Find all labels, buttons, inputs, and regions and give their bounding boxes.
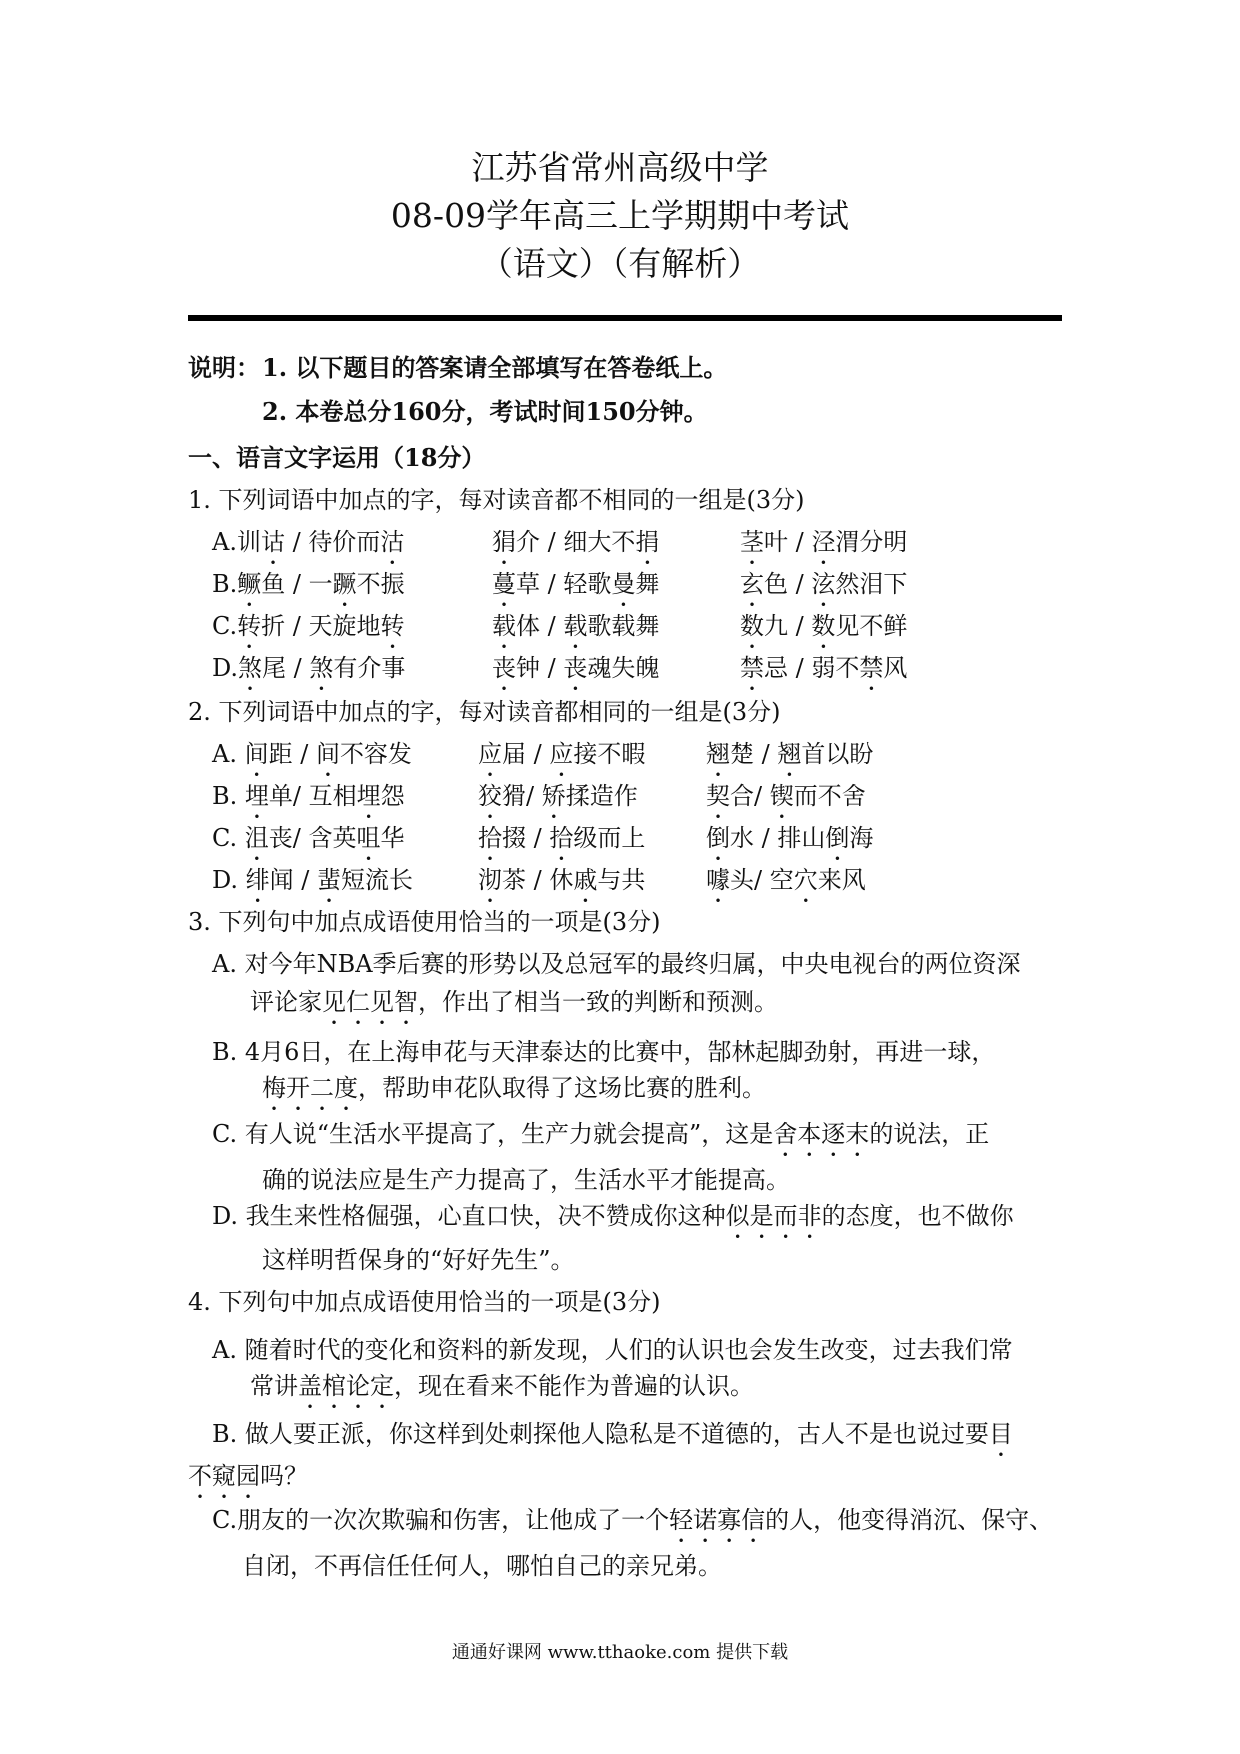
q1-option-d-pair-3: 禁忌 / 弱不禁风	[740, 654, 908, 682]
dotted-char: 拾	[478, 824, 502, 852]
exam-title: 08-09学年高三上学期期中考试	[390, 196, 850, 235]
dotted-char: 翘	[706, 740, 730, 768]
dotted-char: 契	[706, 782, 730, 810]
q4-idiom-a: 盖棺论定	[298, 1372, 394, 1400]
q1-option-a-pair-2: 狷介 / 细大不捐	[492, 528, 660, 556]
q1-option-a-pair-1: A.训诂 / 待价而沽	[212, 528, 405, 556]
q4-option-a-line2: 常讲盖棺论定，现在看来不能作为普遍的认识。	[250, 1372, 754, 1400]
q4-option-b-line1: B. 做人要正派，你这样到处刺探他人隐私是不道德的，古人不是也说过要目	[212, 1420, 1013, 1448]
dotted-char: 间	[244, 740, 269, 768]
dotted-char: 数	[740, 612, 764, 640]
dotted-char: 矫	[541, 782, 566, 810]
dotted-char: 绯	[245, 866, 270, 894]
dotted-char: 沽	[380, 528, 405, 556]
dotted-char: 转	[237, 612, 262, 640]
q4-idiom-b-start: 目	[988, 1420, 1013, 1448]
dotted-char: 煞	[238, 654, 263, 682]
q2-option-c-pair-1: C. 沮丧/ 含英咀华	[212, 824, 405, 852]
q1-option-d-pair-1: D.煞尾 / 煞有介事	[212, 654, 406, 682]
dotted-char: 禁	[740, 654, 764, 682]
q4-option-a-line1: A. 随着时代的变化和资料的新发现，人们的认识也会发生改变，过去我们常	[212, 1336, 1013, 1364]
q2-option-c-pair-2: 拾掇 / 拾级而上	[478, 824, 646, 852]
dotted-char: 沮	[244, 824, 269, 852]
q2-option-b-pair-3: 契合/ 锲而不舍	[706, 782, 866, 810]
dotted-char: 曼	[611, 570, 636, 598]
instructions-label: 说明：	[188, 353, 260, 382]
q1-option-b-pair-3: 玄色 / 泫然泪下	[740, 570, 908, 598]
q2-option-d-pair-2: 沏茶 / 休戚与共	[478, 866, 646, 894]
dotted-char: 锲	[769, 782, 794, 810]
q3-idiom-d: 似是而非	[725, 1202, 822, 1230]
dotted-char: 蜚	[317, 866, 341, 894]
dotted-char: 狷	[492, 528, 516, 556]
q4-option-b-line2: 不窥园吗？	[188, 1462, 308, 1490]
dotted-char: 倒	[825, 824, 850, 852]
dotted-char: 倒	[706, 824, 730, 852]
q3-idiom-c: 舍本逐末	[773, 1120, 870, 1148]
q2-option-b-pair-1: B. 埋单/ 互相埋怨	[212, 782, 405, 810]
q4-option-c-line2: 自闭，不再信任任何人，哪怕自己的亲兄弟。	[242, 1552, 722, 1580]
q3-option-b-line1: B. 4月6日，在上海申花与天津泰达的比赛中，郜林起脚劲射，再进一球，	[212, 1038, 996, 1066]
dotted-char: 丧	[563, 654, 588, 682]
dotted-char: 埋	[244, 782, 269, 810]
q2-option-a-pair-1: A. 间距 / 间不容发	[212, 740, 412, 768]
q2-option-b-pair-2: 狡猾/ 矫揉造作	[478, 782, 638, 810]
dotted-char: 间	[315, 740, 340, 768]
dotted-char: 数	[811, 612, 836, 640]
dotted-char: 狡	[478, 782, 502, 810]
section-heading: 一、语言文字运用（18分）	[188, 443, 486, 472]
q2-option-a-pair-3: 翘楚 / 翘首以盼	[706, 740, 874, 768]
dotted-char: 翘	[777, 740, 802, 768]
q4-option-c-line1: C.朋友的一次次欺骗和伤害，让他成了一个轻诺寡信的人，他变得消沉、保守、	[212, 1506, 1054, 1534]
dotted-char: 鳜	[237, 570, 262, 598]
dotted-char: 玄	[740, 570, 764, 598]
q3-option-a-line1: A. 对今年NBA季后赛的形势以及总冠军的最终归属，中央电视台的两位资深	[212, 950, 1021, 978]
q3-option-b-line2: 梅开二度，帮助申花队取得了这场比赛的胜利。	[262, 1074, 766, 1102]
q1-option-b-pair-1: B.鳜鱼 / 一蹶不振	[212, 570, 405, 598]
q3-option-d-line1: D. 我生来性格倔强，心直口快，决不赞成你这种似是而非的态度，也不做你	[212, 1202, 1014, 1230]
q3-idiom-a: 见仁见智	[322, 988, 418, 1016]
q4-idiom-b-end: 不窥园	[188, 1462, 260, 1490]
dotted-char: 泫	[811, 570, 836, 598]
dotted-char: 应	[549, 740, 574, 768]
q1-option-c-pair-3: 数九 / 数见不鲜	[740, 612, 908, 640]
dotted-char: 诂	[260, 528, 285, 556]
dotted-char: 沏	[478, 866, 502, 894]
dotted-char: 转	[380, 612, 405, 640]
dotted-char: 应	[478, 740, 502, 768]
q1-option-a-pair-3: 茎叶 / 泾渭分明	[740, 528, 908, 556]
q2-option-d-pair-1: D. 绯闻 / 蜚短流长	[212, 866, 413, 894]
page-footer: 通通好课网 www.tthaoke.com 提供下载	[451, 1642, 789, 1663]
q4-idiom-c: 轻诺寡信	[669, 1506, 766, 1534]
q1-option-c-pair-2: 载体 / 载歌载舞	[492, 612, 660, 640]
instruction-1: 1. 以下题目的答案请全部填写在答卷纸上。	[262, 353, 728, 382]
dotted-char: 穴	[793, 866, 818, 894]
q1-option-d-pair-2: 丧钟 / 丧魂失魄	[492, 654, 660, 682]
dotted-char: 煞	[309, 654, 334, 682]
subject-title: （语文）（有解析）	[479, 244, 761, 283]
question-4-stem: 4. 下列句中加点成语使用恰当的一项是(3分)	[188, 1288, 661, 1316]
dotted-char: 埋	[356, 782, 381, 810]
q3-option-a-line2: 评论家见仁见智，作出了相当一致的判断和预测。	[250, 988, 778, 1016]
title-divider	[188, 315, 1062, 321]
dotted-char: 捐	[635, 528, 660, 556]
dotted-char: 蹶	[332, 570, 357, 598]
dotted-char: 载	[492, 612, 516, 640]
q2-option-d-pair-3: 噱头/ 空穴来风	[706, 866, 866, 894]
q1-option-c-pair-1: C.转折 / 天旋地转	[212, 612, 405, 640]
dotted-char: 拾	[549, 824, 574, 852]
dotted-char: 载	[563, 612, 588, 640]
q2-option-c-pair-3: 倒水 / 排山倒海	[706, 824, 874, 852]
dotted-char: 泾	[811, 528, 836, 556]
dotted-char: 丧	[492, 654, 516, 682]
q3-option-d-line2: 这样明哲保身的“好好先生”。	[262, 1246, 575, 1274]
question-2-stem: 2. 下列词语中加点的字，每对读音都相同的一组是(3分)	[188, 698, 781, 726]
q3-option-c-line1: C. 有人说“生活水平提高了，生产力就会提高”，这是舍本逐末的说法，正	[212, 1120, 990, 1148]
school-title: 江苏省常州高级中学	[471, 148, 769, 187]
dotted-char: 茎	[740, 528, 764, 556]
q3-idiom-b: 梅开二度	[262, 1074, 358, 1102]
question-3-stem: 3. 下列句中加点成语使用恰当的一项是(3分)	[188, 908, 661, 936]
dotted-char: 蔓	[492, 570, 516, 598]
dotted-char: 咀	[356, 824, 381, 852]
instruction-2: 2. 本卷总分160分，考试时间150分钟。	[262, 397, 708, 426]
q2-option-a-pair-2: 应届 / 应接不暇	[478, 740, 646, 768]
q1-option-b-pair-2: 蔓草 / 轻歌曼舞	[492, 570, 660, 598]
question-1-stem: 1. 下列词语中加点的字，每对读音都不相同的一组是(3分)	[188, 486, 805, 514]
dotted-char: 噱	[706, 866, 730, 894]
dotted-char: 禁	[859, 654, 884, 682]
dotted-char: 戚	[573, 866, 598, 894]
q3-option-c-line2: 确的说法应是生产力提高了，生活水平才能提高。	[262, 1166, 790, 1194]
